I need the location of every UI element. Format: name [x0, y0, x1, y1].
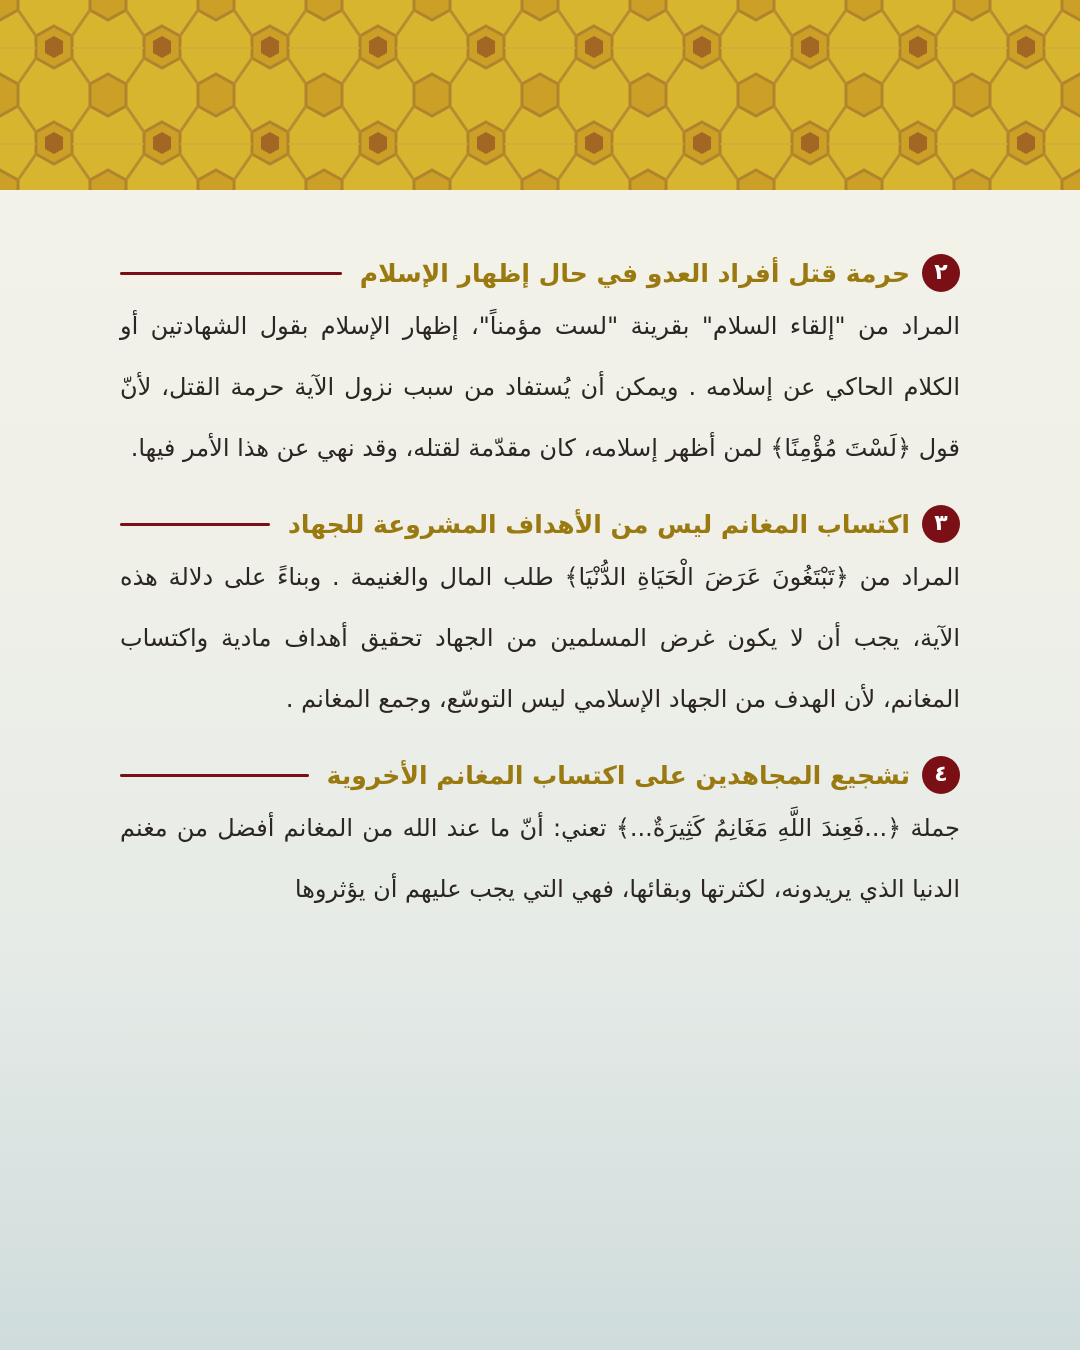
- section-3: [120, 501, 960, 730]
- section-title: اكتساب المغانم ليس من الأهداف المشروعة للجهاد: [288, 509, 910, 539]
- section-title: تشجيع المجاهدين على اكتساب المغانم الأخروية: [326, 760, 910, 790]
- heading-divider: [120, 272, 342, 275]
- section-2: [120, 250, 960, 479]
- section-body: المراد من "إلقاء السلام" بقرينة "لست مؤمناً"، إظهار الإسلام بقول الشهادتين أو الكلام الحاكي عن إسلامه . ويمكن أن يُستفاد من سبب نزول الآية حرمة القتل، لأنّ قول ﴿لَسْتَ مُؤْمِنًا﴾ لمن أظهر إسلامه، كان مقدّمة لقتله، وقد نهي عن هذا الأمر فيها.: [120, 312, 960, 462]
- decorative-pattern-header: [0, 0, 1080, 190]
- section-heading: [120, 250, 960, 296]
- section-title: حرمة قتل أفراد العدو في حال إظهار الإسلام: [359, 258, 910, 288]
- section-4: [120, 752, 960, 920]
- section-heading: [120, 752, 960, 798]
- article-content: [120, 250, 960, 942]
- heading-divider: [120, 774, 309, 777]
- section-number-badge: ٣: [922, 505, 960, 543]
- section-number-badge: ٤: [922, 756, 960, 794]
- section-body: جملة ﴿...فَعِندَ اللَّهِ مَغَانِمُ كَثِيرَةٌ...﴾ تعني: أنّ ما عند الله من المغانم أفضل من مغنم الدنيا الذي يريدونه، لكثرتها وبقائها، فهي التي يجب عليهم أن يؤثروها: [120, 814, 960, 903]
- section-heading: [120, 501, 960, 547]
- geometric-pattern: [0, 0, 1080, 190]
- section-body: المراد من ﴿تَبْتَغُونَ عَرَضَ الْحَيَاةِ الدُّنْيَا﴾ طلب المال والغنيمة . وبناءً على دلالة هذه الآية، يجب أن لا يكون غرض المسلمين من الجهاد تحقيق أهداف مادية واكتساب المغانم، لأن الهدف من الجهاد الإسلامي ليس التوسّع، وجمع المغانم .: [120, 563, 960, 713]
- section-number-badge: ٢: [922, 254, 960, 292]
- heading-divider: [120, 523, 270, 526]
